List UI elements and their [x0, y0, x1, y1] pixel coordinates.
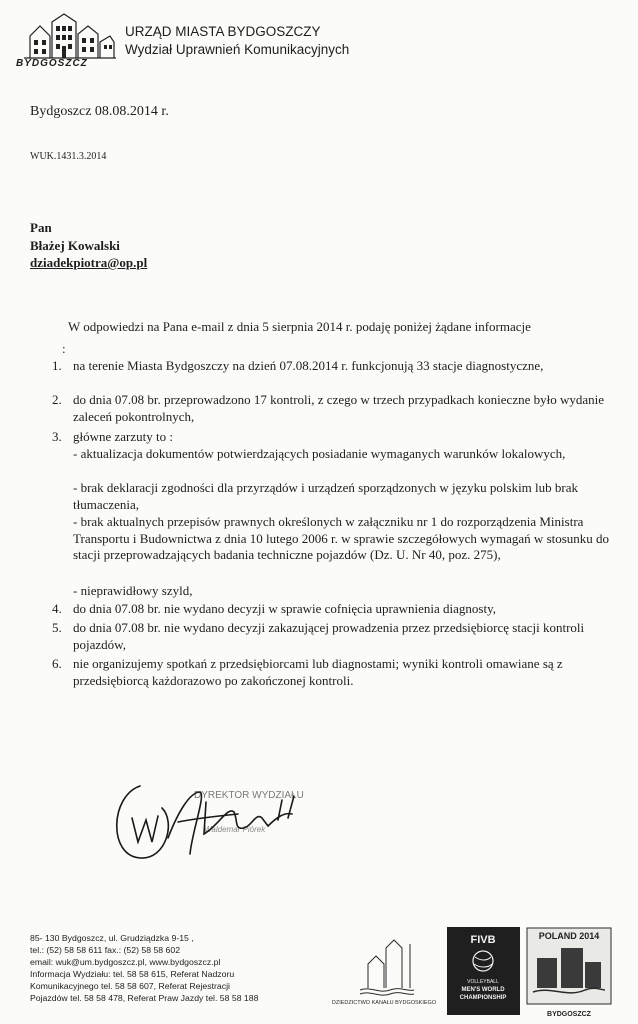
list-item-number: 6.	[52, 656, 62, 671]
fivb-wordmark: FIVB	[470, 934, 496, 946]
list-item-text: do dnia 07.08 br. przeprowadzono 17 kontroli, z czego w trzech przypadkach konieczne było wydanie zaleceń pokontrolnych,	[73, 392, 605, 424]
list-item-number: 5.	[52, 620, 62, 635]
letter-intro: W odpowiedzi na Pana e-mail z dnia 5 sierpnia 2014 r. podaję poniżej żądane informacje	[68, 319, 531, 334]
poland-2014-logo	[527, 928, 611, 1020]
fivb-sub: MEN'S WORLD	[461, 987, 505, 993]
recipient-salutation: Pan	[30, 220, 52, 235]
footer-info: Komunikacyjnego tel. 58 58 607, Referat Rejestracji	[30, 981, 230, 991]
recipient-name: Błażej Kowalski	[30, 238, 120, 253]
stamp-name: Waldemar Piórek	[204, 825, 266, 834]
list-item-text: na terenie Miasta Bydgoszczy na dzień 07.08.2014 r. funkcjonują 33 stacje diagnostyczne,	[73, 358, 544, 373]
canal-heritage-logo	[331, 928, 437, 1020]
recipient-email: dziadekpiotra@op.pl	[30, 255, 148, 270]
list-item-text: - brak aktualnych przepisów prawnych określonych w załączniku nr 1 do rozporządzenia Ministra Transportu i Budownictwa z dnia 10 lutego 2006 r. w sprawie szczegółowych wymagań w stosunku do stacji przeprowadzających badania techniczne pojazdów (Dz. U. Nr 40, poz. 275),	[73, 514, 610, 563]
footer-email: email: wuk@um.bydgoszcz.pl, www.bydgoszcz.pl	[30, 957, 221, 967]
list-item-number: 1.	[52, 358, 62, 373]
fivb-championship-logo	[447, 927, 520, 1015]
list-item-number: 4.	[52, 601, 62, 616]
logo-wordmark: BYDGOSZCZ	[16, 58, 88, 69]
footer-contact	[30, 932, 258, 1004]
list-item-text: nie organizujemy spotkań z przedsiębiorcami lub diagnostami; wyniki kontroli omawiane są z przedsiębiorcą każdorazowo po zakończonej kontroli.	[73, 656, 563, 688]
intro-colon: :	[62, 341, 66, 356]
canal-heritage-label: DZIEDZICTWO KANAŁU BYDGOSKIEGO	[331, 1000, 437, 1006]
reference-number: WUK.1431.3.2014	[30, 151, 107, 162]
footer-address: 85- 130 Bydgoszcz, ul. Grudziądzka 9-15 ,	[30, 933, 194, 943]
list-item-text: do dnia 07.08 br. nie wydano decyzji zakazującej prowadzenia przez przedsiębiorcę stacji kontroli pojazdów,	[73, 620, 585, 652]
list-item-text: - brak deklaracji zgodności dla przyrządów i urządzeń sporządzonych w języku polskim lub brak tłumaczenia,	[73, 480, 579, 512]
fivb-sub: VOLLEYBALL	[467, 979, 499, 985]
stamp-title: DYREKTOR WYDZIAŁU	[194, 790, 304, 801]
bydgoszcz-label: BYDGOSZCZ	[547, 1011, 591, 1018]
letter-date: Bydgoszcz 08.08.2014 r.	[30, 104, 169, 119]
poland-2014-label: POLAND 2014	[538, 931, 600, 941]
list-item-text: - nieprawidłowy szyld,	[73, 583, 193, 598]
organization-name: URZĄD MIASTA BYDGOSZCZY	[125, 24, 321, 39]
list-item-text: główne zarzuty to :	[73, 429, 173, 444]
list-item-text: do dnia 07.08 br. nie wydano decyzji w sprawie cofnięcia uprawnienia diagnosty,	[73, 601, 496, 616]
list-item-number: 3.	[52, 429, 62, 444]
list-item-text: - aktualizacja dokumentów potwierdzających posiadanie wymaganych warunków lokalowych,	[73, 446, 566, 461]
footer-phone: tel.: (52) 58 58 611 fax.: (52) 58 58 602	[30, 945, 181, 955]
list-item-number: 2.	[52, 392, 62, 407]
fivb-sub: CHAMPIONSHIP	[459, 995, 507, 1001]
footer-info: Informacja Wydziału: tel. 58 58 615, Referat Nadzoru	[30, 969, 235, 979]
footer-info: Pojazdów tel. 58 58 478, Referat Praw Jazdy tel. 58 58 188	[30, 993, 259, 1003]
signature-stamp	[106, 772, 316, 872]
department-name: Wydział Uprawnień Komunikacyjnych	[125, 42, 350, 57]
